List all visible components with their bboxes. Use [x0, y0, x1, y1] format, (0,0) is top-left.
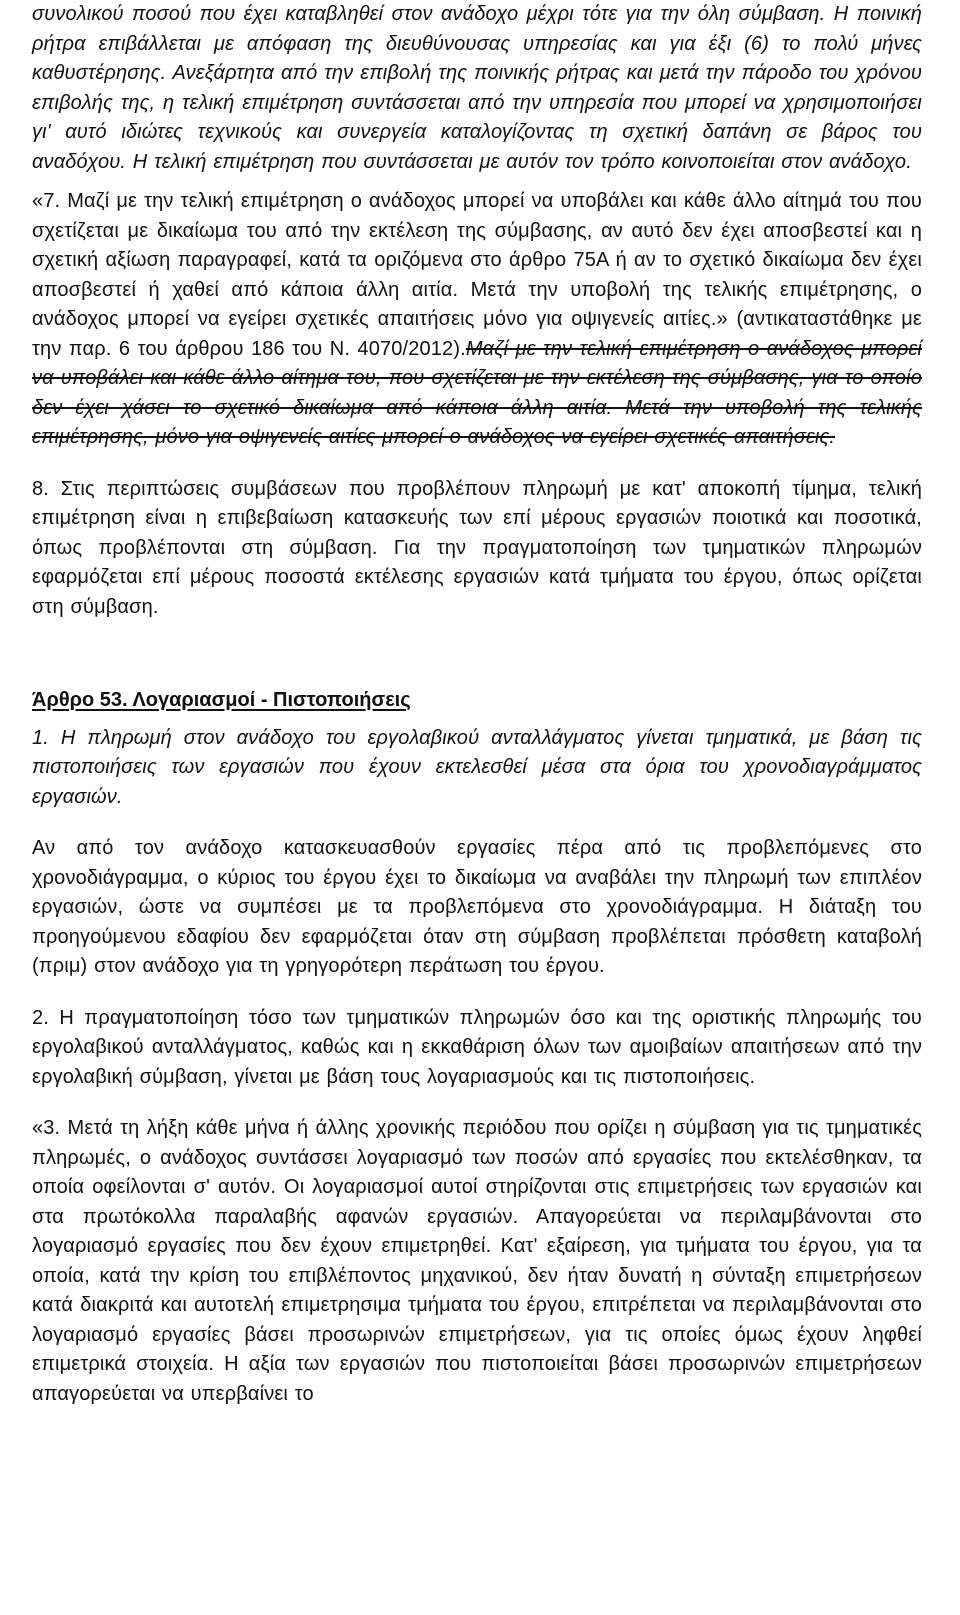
article-53-paragraph-3: «3. Μετά τη λήξη κάθε μήνα ή άλλης χρονικής περιόδου που ορίζει η σύμβαση για τις τμηματικές πληρωμές, ο ανάδοχος συντάσσει λογαριασμό των ποσών από εργασίες που εκτελέσθηκαν, τα οποία οφείλονται σ' αυτόν. Οι λογαριασμοί αυτοί στηρίζονται στις επιμετρήσεις των εργασιών και στα πρωτόκολλα παραλαβής αφανών εργασιών. Απαγορεύεται να περιλαμβάνονται στο λογαριασμό εργασίες που δεν έχουν επιμετρηθεί. Κατ' εξαίρεση, για τμήματα του έργου, για τα οποία, κατά την κρίση του επιβλέποντος μηχανικού, δεν ήταν δυνατή η σύνταξη επιμετρήσεων κατά διακριτά και αυτοτελή επιμετρησιμα τμήματα του έργου, επιτρέπεται να περιλαμβάνονται στο λογαριασμό εργασίες βάσει προσωρινών επιμετρήσεων, για τις οποίες όμως έχουν ληφθεί επιμετρικά στοιχεία. Η αξία των εργασιών που πιστοποιείται βάσει προσωρινών επιμετρήσεων απαγορεύεται να υπερβαίνει το — [32, 1117, 922, 1405]
paragraph-8: 8. Στις περιπτώσεις συμβάσεων που προβλέπουν πληρωμή με κατ' αποκοπή τίμημα, τελική επιμέτρηση είναι η επιβεβαίωση κατασκευής των επί μέρους εργασιών ποιοτικά και ποσοτικά, όπως προβλέπονται στη σύμβαση. Για την πραγματοποίηση των τμηματικών πληρωμών εφαρμόζεται επί μέρους ποσοστά εκτέλεσης εργασιών κατά τμήματα του έργου, όπως ορίζεται στη σύμβαση. — [32, 477, 922, 618]
document-page — [32, 0, 922, 1409]
paragraph-7-deleted-text: Μαζί με την τελική επιμέτρηση ο ανάδοχος μπορεί να υποβάλει και κάθε άλλο αίτημα του, που σχετίζεται με την εκτέλεση της σύμβασης, για το οποίο δεν έχει χάσει το σχετικό δικαίωμα από κάποια άλλη αιτία. Μετά την υποβολή της τελικής επιμέτρησης, μόνο για οψιγενείς αιτίες μπορεί ο ανάδοχος να εγείρει σχετικές απαιτήσεις. — [32, 337, 922, 448]
article-53-heading: Άρθρο 53. Λογαριασμοί - Πιστοποιήσεις — [32, 689, 411, 711]
paragraph-7-current-text: «7. Μαζί με την τελική επιμέτρηση ο ανάδοχος μπορεί να υποβάλει και κάθε άλλο αίτημά του που σχετίζεται με δικαίωμα του από την εκτέλεση της σύμβασης, αν αυτό δεν έχει αποσβεστεί και η σχετική αξίωση παραγραφεί, κατά τα οριζόμενα στο άρθρο 75Α ή αν το σχετικό δικαίωμα δεν έχει αποσβεστεί ή χαθεί από κάποια άλλη αιτία. Μετά την υποβολή της τελικής επιμέτρησης, ο ανάδοχος μπορεί να εγείρει σχετικές απαιτήσεις μόνο για οψιγενείς αιτίες.» (αντικαταστάθηκε με την παρ. 6 του άρθρου 186 του Ν. 4070/2012). — [32, 190, 922, 360]
article-53-paragraph-1: 1. Η πληρωμή στον ανάδοχο του εργολαβικού ανταλλάγματος γίνεται τμηματικά, με βάση τις πιστοποιήσεις των εργασιών που έχουν εκτελεσθεί μέσα στα όρια του χρονοδιαγράμματος εργασιών. — [32, 726, 922, 808]
article-53-paragraph-1b: Αν από τον ανάδοχο κατασκευασθούν εργασίες πέρα από τις προβλεπόμενες στο χρονοδιάγραμμα, ο κύριος του έργου έχει το δικαίωμα να αναβάλει την πληρωμή των επιπλέον εργασιών, ώστε να συμπέσει με τα προβλεπόμενα στο χρονοδιάγραμμα. Η διάταξη του προηγούμενου εδαφίου δεν εφαρμόζεται όταν στη σύμβαση προβλέπεται πρόσθετη καταβολή (πριμ) στον ανάδοχο για τη γρηγορότερη περάτωση του έργου. — [32, 837, 922, 977]
paragraph-7 — [32, 187, 922, 453]
article-53-paragraph-2: 2. Η πραγματοποίηση τόσο των τμηματικών πληρωμών όσο και της οριστικής πληρωμής του εργολαβικού ανταλλάγματος, καθώς και η εκκαθάριση όλων των αμοιβαίων απαιτήσεων από την εργολαβική σύμβαση, γίνεται με βάση τους λογαριασμούς και τις πιστοποιήσεις. — [32, 1006, 922, 1088]
paragraph-penalty-clause: συνολικού ποσού που έχει καταβληθεί στον ανάδοχο μέχρι τότε για την όλη σύμβαση. Η ποινική ρήτρα επιβάλλεται με απόφαση της διευθύνουσας υπηρεσίας και για έξι (6) το πολύ μήνες καθυστέρησης. Ανεξάρτητα από την επιβολή της ποινικής ρήτρας και μετά την πάροδο του χρόνου επιβολής της, η τελική επιμέτρηση συντάσσεται από την υπηρεσία που μπορεί να χρησιμοποιήσει γι' αυτό ιδιώτες τεχνικούς και συνεργεία καταλογίζοντας τη σχετική δαπάνη σε βάρος του αναδόχου. Η τελική επιμέτρηση που συντάσσεται με αυτόν τον τρόπο κοινοποιείται στον ανάδοχο. — [32, 3, 922, 173]
